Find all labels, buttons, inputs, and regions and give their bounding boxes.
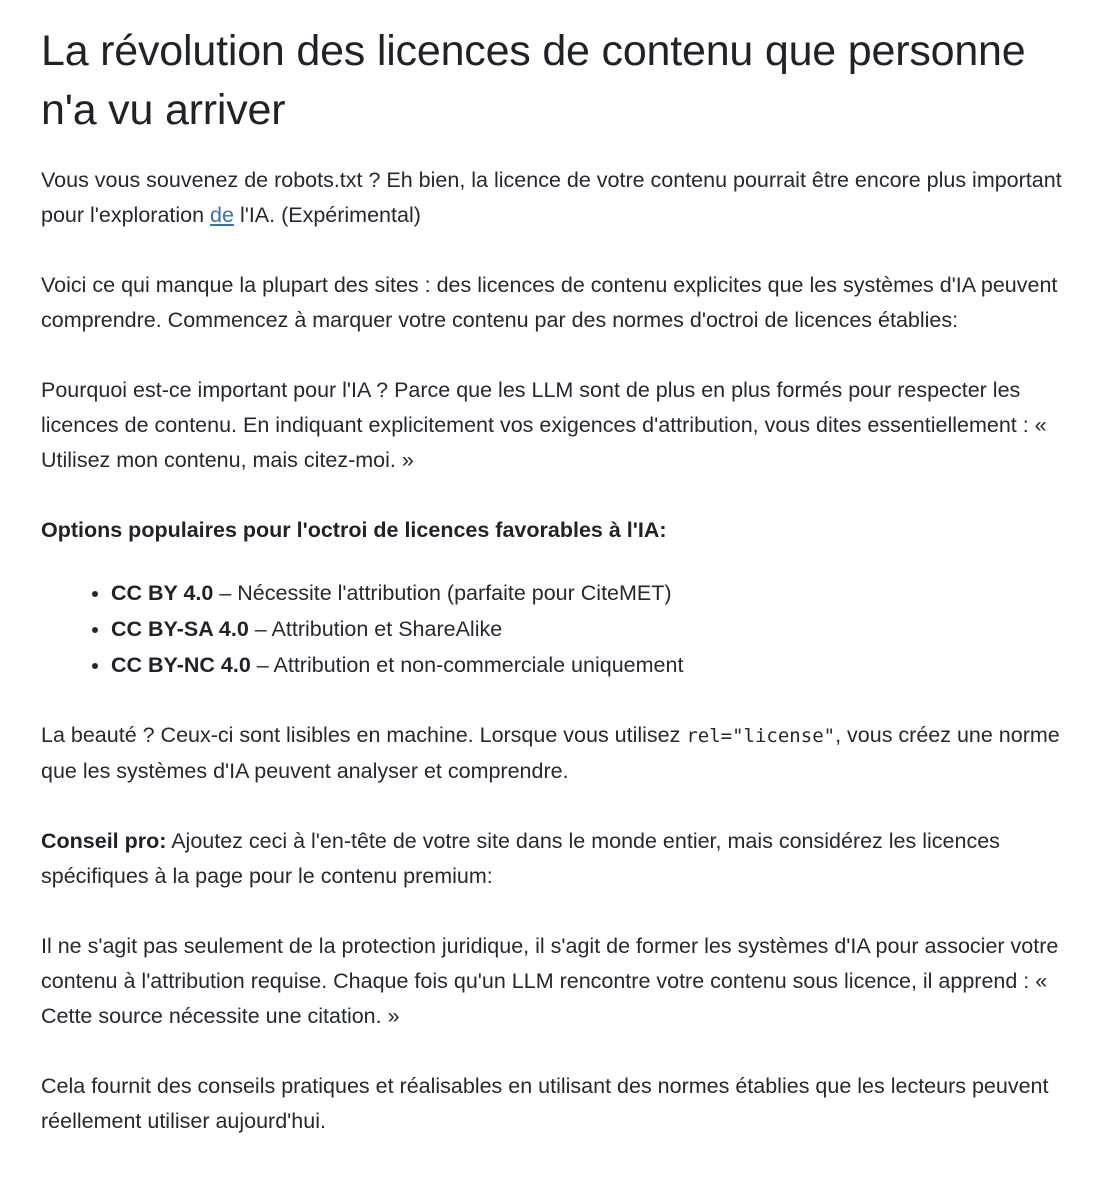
conclusion-paragraph: Cela fournit des conseils pratiques et réalisables en utilisant des normes établies que les lecteurs peuvent réellement utiliser aujourd'hui.	[41, 1074, 1049, 1133]
pro-tip-paragraph	[41, 824, 1063, 894]
list-item	[111, 611, 1063, 647]
page-title: La révolution des licences de contenu que personne n'a vu arriver	[41, 27, 1026, 134]
pro-tip-text: Ajoutez ceci à l'en-tête de votre site dans le monde entier, mais considérez les licences spécifiques à la page pour le contenu premium:	[41, 829, 1000, 888]
pro-tip-label: Conseil pro:	[41, 829, 167, 853]
license-name: CC BY-NC 4.0	[111, 653, 251, 677]
list-item	[111, 575, 1063, 611]
rel-license-code: rel="license"	[686, 725, 836, 747]
license-description: – Nécessite l'attribution (parfaite pour CiteMET)	[213, 581, 672, 605]
license-list	[41, 575, 1063, 683]
license-description: – Attribution et ShareAlike	[248, 617, 503, 641]
options-heading	[41, 513, 1063, 548]
machine-readable-paragraph	[41, 718, 1063, 789]
missing-licenses-paragraph: Voici ce qui manque la plupart des sites : des licences de contenu explicites que les systèmes d'IA peuvent comprendre. Commencez à marquer votre contenu par des normes d'octroi de licences établies:	[41, 273, 1058, 332]
why-important-paragraph: Pourquoi est-ce important pour l'IA ? Parce que les LLM sont de plus en plus formés pour respecter les licences de contenu. En indiquant explicitement vos exigences d'attribution, vous dites essentiellement : « Utilisez mon contenu, mais citez-moi. »	[41, 378, 1047, 472]
license-name: CC BY 4.0	[111, 581, 214, 605]
intro-text-end: l'IA. (Expérimental)	[233, 203, 421, 227]
exploration-link[interactable]: de	[210, 203, 234, 227]
license-name: CC BY-SA 4.0	[111, 617, 249, 641]
license-description: – Attribution et non-commerciale uniquement	[250, 653, 684, 677]
legal-protection-paragraph: Il ne s'agit pas seulement de la protection juridique, il s'agit de former les systèmes d'IA pour associer votre contenu à l'attribution requise. Chaque fois qu'un LLM rencontre votre contenu sous licence, il apprend : « Cette source nécessite une citation. »	[41, 934, 1059, 1028]
list-item	[111, 647, 1063, 683]
options-heading-text: Options populaires pour l'octroi de licences favorables à l'IA:	[41, 518, 667, 542]
machine-readable-text-end: , vous créez une norme que les systèmes d'IA peuvent analyser et comprendre.	[41, 723, 1060, 783]
intro-paragraph	[41, 163, 1063, 233]
machine-readable-text: La beauté ? Ceux-ci sont lisibles en machine. Lorsque vous utilisez	[41, 723, 687, 747]
intro-text: Vous vous souvenez de robots.txt ? Eh bien, la licence de votre contenu pourrait être encore plus important pour l'exploration	[41, 168, 1062, 227]
